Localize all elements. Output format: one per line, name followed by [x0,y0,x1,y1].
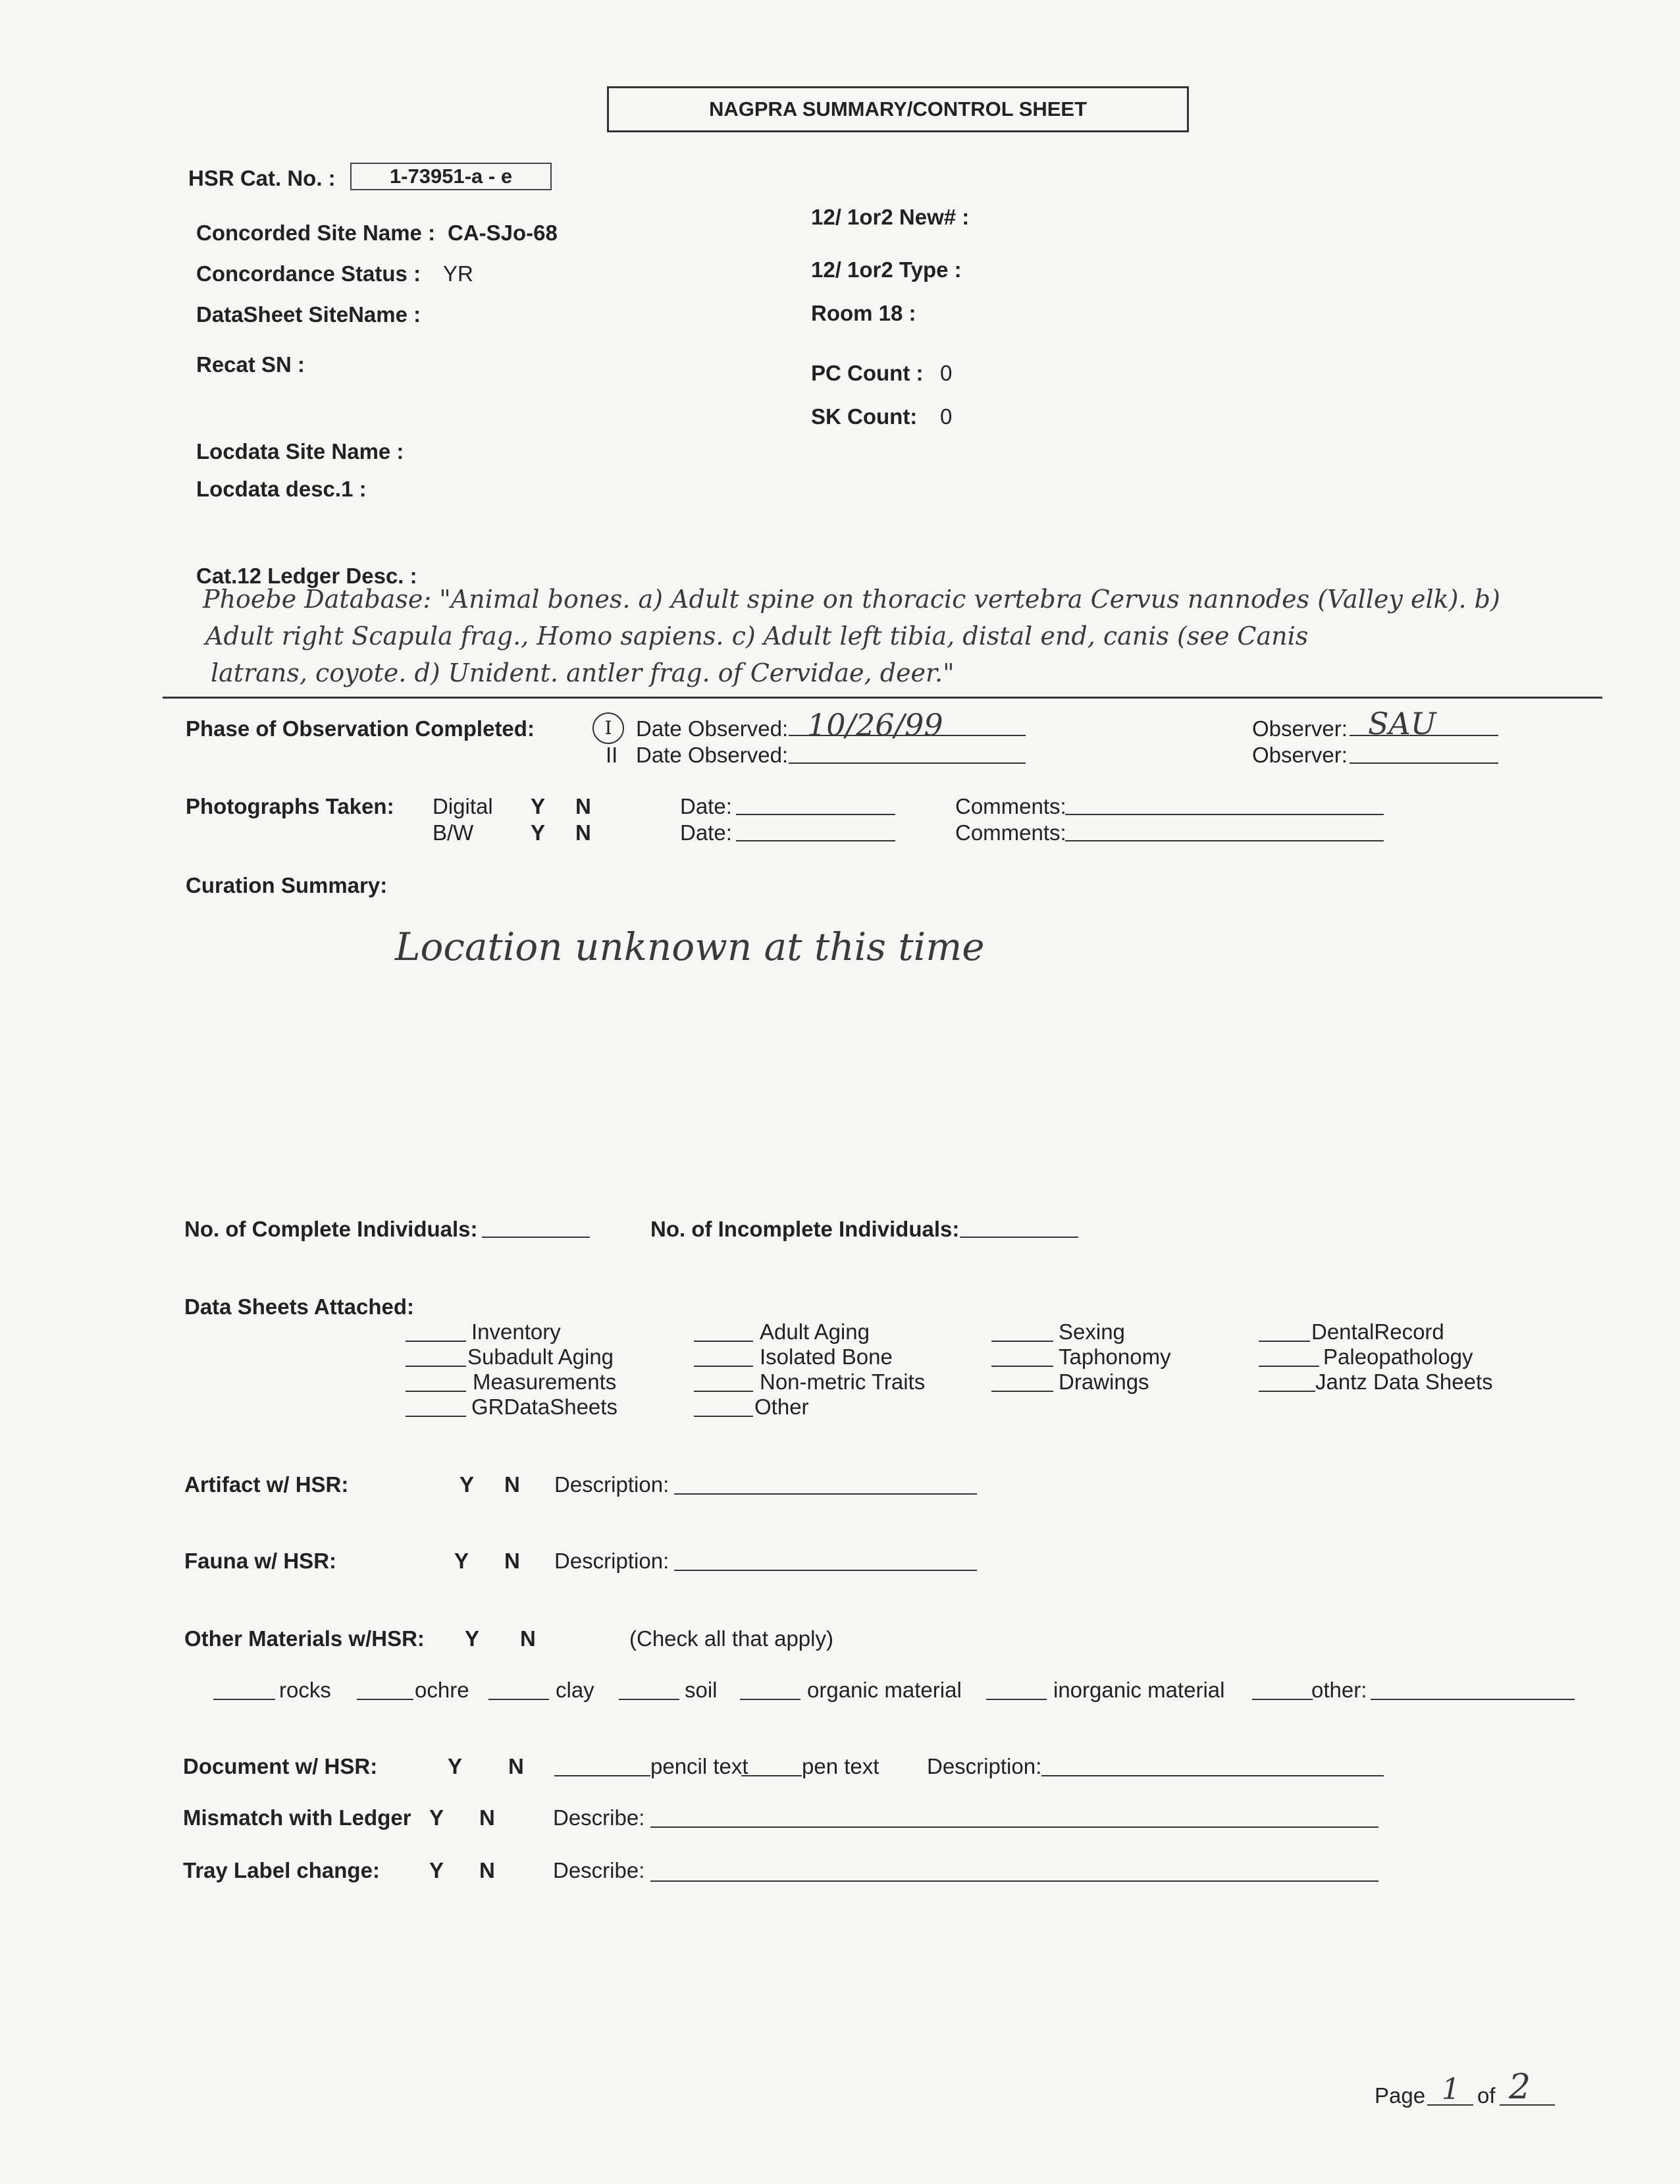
ledger-line-2: Adult right Scapula frag., Homo sapiens. c) Adult left tibia, distal end, canis (see Canis [205,622,1309,651]
page-current: 1 [1442,2073,1460,2106]
checkbox-inorganic[interactable] [986,1699,1047,1700]
sheet-inventory: Inventory [471,1319,561,1344]
mismatch-describe-label: Describe: [553,1805,645,1830]
page-of-label: of [1477,2083,1496,2108]
other-material-field[interactable] [1371,1699,1575,1700]
tray-describe-label: Describe: [553,1858,645,1882]
photo-bw-date-label: Date: [680,820,732,845]
photo-digital-y[interactable]: Y [531,794,546,818]
incomplete-individuals-label: No. of Incomplete Individuals: [650,1217,960,1241]
observer-1-value: SAU [1368,706,1436,741]
sheet-measurements: Measurements [473,1370,617,1394]
checkbox-dental-record[interactable] [1259,1341,1310,1342]
checkbox-measurements[interactable] [406,1391,466,1392]
sheet-isolated-bone: Isolated Bone [760,1345,893,1369]
phase-1-mark: I [592,712,624,744]
data-sheets-label: Data Sheets Attached: [184,1294,415,1319]
photographs-label: Photographs Taken: [186,794,394,818]
document-y[interactable]: Y [448,1754,463,1778]
checkbox-pen-text[interactable] [741,1775,802,1776]
other-materials-label: Other Materials w/HSR: [184,1626,425,1651]
new-number-label: 12/ 1or2 New# : [811,205,970,229]
photo-bw-label: B/W [433,820,474,845]
curation-handwritten: Location unknown at this time [395,924,985,969]
checkbox-taphonomy[interactable] [991,1366,1053,1367]
room-label: Room 18 : [811,301,916,325]
material-other: other: [1311,1678,1367,1702]
artifact-description-field[interactable] [674,1493,977,1495]
other-materials-n[interactable]: N [520,1626,536,1651]
document-pen-text: pen text [802,1754,879,1778]
incomplete-individuals-field[interactable] [960,1237,1078,1238]
recat-label: Recat SN : [196,352,305,377]
section-divider [163,697,1602,699]
photo-bw-date-field[interactable] [736,840,895,841]
ledger-line-3: latrans, coyote. d) Unident. antler frag. of Cervidae, deer." [211,658,955,687]
pc-count-label: PC Count : [811,361,924,385]
date-observed-2-label: Date Observed: [636,743,789,767]
checkbox-subadult-aging[interactable] [406,1366,466,1367]
locdata-desc-label: Locdata desc.1 : [196,477,367,501]
checkbox-pencil-text[interactable] [554,1775,650,1776]
document-pencil-text: pencil text [650,1754,748,1778]
complete-individuals-label: No. of Complete Individuals: [184,1217,478,1241]
sheet-adult-aging: Adult Aging [760,1319,870,1344]
sheet-jantz: Jantz Data Sheets [1315,1370,1493,1394]
checkbox-paleopathology[interactable] [1259,1366,1319,1367]
checkbox-drawings[interactable] [991,1391,1053,1392]
date-observed-1-value: 10/26/99 [807,707,943,743]
sheet-taphonomy: Taphonomy [1059,1345,1171,1369]
document-n[interactable]: N [508,1754,524,1778]
photo-digital-date-field[interactable] [736,814,895,815]
sheet-paleopathology: Paleopathology [1323,1345,1473,1369]
sheet-non-metric: Non-metric Traits [760,1370,926,1394]
concordance-status-value: YR [443,261,473,286]
checkbox-other[interactable] [694,1416,753,1417]
checkbox-jantz[interactable] [1259,1391,1315,1392]
sk-count-label: SK Count: [811,404,918,429]
fauna-n[interactable]: N [504,1549,520,1573]
other-materials-y[interactable]: Y [465,1626,480,1651]
checkbox-inventory[interactable] [406,1341,466,1342]
date-observed-2-field[interactable] [789,762,1026,764]
sheet-sexing: Sexing [1059,1319,1125,1344]
checkbox-isolated-bone[interactable] [694,1366,753,1367]
photo-bw-n[interactable]: N [575,820,591,845]
mismatch-n[interactable]: N [479,1805,495,1830]
ledger-line-1: Phoebe Database: "Animal bones. a) Adult spine on thoracic vertebra Cervus nannodes (Valley elk). b) [203,585,1500,614]
tray-label: Tray Label change: [183,1858,380,1882]
material-rocks: rocks [279,1678,331,1702]
phase-2-label: II [606,743,618,767]
document-description-field[interactable] [1041,1775,1384,1776]
complete-individuals-field[interactable] [482,1237,590,1238]
checkbox-organic[interactable] [740,1699,801,1700]
artifact-label: Artifact w/ HSR: [184,1472,349,1497]
observer-2-label: Observer: [1252,743,1348,767]
tray-describe-field[interactable] [650,1880,1378,1882]
tray-n[interactable]: N [479,1858,495,1882]
observer-2-field[interactable] [1350,762,1498,764]
checkbox-non-metric[interactable] [694,1391,753,1392]
phase-1-circle [592,712,624,744]
sheet-dental-record: DentalRecord [1311,1319,1444,1344]
checkbox-sexing[interactable] [991,1341,1053,1342]
material-ochre: ochre [415,1678,469,1702]
observation-label: Phase of Observation Completed: [186,716,535,741]
document-label: Document w/ HSR: [183,1754,378,1778]
material-organic: organic material [807,1678,962,1702]
ledger-label: Cat.12 Ledger Desc. : [196,564,417,588]
checkbox-adult-aging[interactable] [694,1341,753,1342]
sheet-subadult-aging: Subadult Aging [467,1345,614,1369]
page-label: Page [1375,2083,1426,2108]
checkbox-other-material[interactable] [1252,1699,1313,1700]
checkbox-soil[interactable] [619,1699,679,1700]
other-materials-note: (Check all that apply) [629,1626,833,1651]
date-observed-1-label: Date Observed: [636,716,789,741]
artifact-description-label: Description: [554,1472,669,1497]
material-inorganic: inorganic material [1053,1678,1225,1702]
mismatch-describe-field[interactable] [650,1826,1378,1828]
tray-y[interactable]: Y [429,1858,444,1882]
concorded-site-value: CA-SJo-68 [448,221,558,245]
hsr-cat-label: HSR Cat. No. : [188,166,336,190]
checkbox-clay[interactable] [488,1699,549,1700]
curation-label: Curation Summary: [186,873,388,897]
material-clay: clay [556,1678,594,1702]
photo-digital-comments-field[interactable] [1065,814,1384,815]
sheet-other: Other [754,1395,809,1419]
material-soil: soil [685,1678,718,1702]
fauna-y[interactable]: Y [454,1549,469,1573]
concorded-site-label: Concorded Site Name : [196,221,436,245]
photo-digital-label: Digital [433,794,493,818]
photo-digital-date-label: Date: [680,794,732,818]
mismatch-y[interactable]: Y [429,1805,444,1830]
sheet-grdatasheets: GRDataSheets [471,1395,617,1419]
pc-count-value: 0 [940,361,953,385]
datasheet-site-label: DataSheet SiteName : [196,302,421,327]
artifact-y[interactable]: Y [459,1472,475,1497]
photo-digital-comments-label: Comments: [955,794,1066,818]
checkbox-ochre[interactable] [357,1699,413,1700]
fauna-label: Fauna w/ HSR: [184,1549,337,1573]
fauna-description-label: Description: [554,1549,669,1573]
photo-bw-y[interactable]: Y [531,820,546,845]
photo-digital-n[interactable]: N [575,794,591,818]
photo-bw-comments-label: Comments: [955,820,1066,845]
form-title: NAGPRA SUMMARY/CONTROL SHEET [607,86,1189,132]
page-total: 2 [1509,2067,1531,2107]
checkbox-grdatasheets[interactable] [406,1416,466,1417]
type-label: 12/ 1or2 Type : [811,257,962,282]
sk-count-value: 0 [940,404,953,429]
document-description-label: Description: [927,1754,1042,1778]
photo-bw-comments-field[interactable] [1065,840,1384,841]
artifact-n[interactable]: N [504,1472,520,1497]
concordance-status-label: Concordance Status : [196,261,421,286]
sheet-drawings: Drawings [1059,1370,1149,1394]
hsr-cat-value: 1-73951-a - e [350,163,552,190]
locdata-site-label: Locdata Site Name : [196,439,404,464]
observer-1-label: Observer: [1252,716,1348,741]
checkbox-rocks[interactable] [213,1699,275,1700]
mismatch-label: Mismatch with Ledger [183,1805,411,1830]
fauna-description-field[interactable] [674,1570,977,1571]
